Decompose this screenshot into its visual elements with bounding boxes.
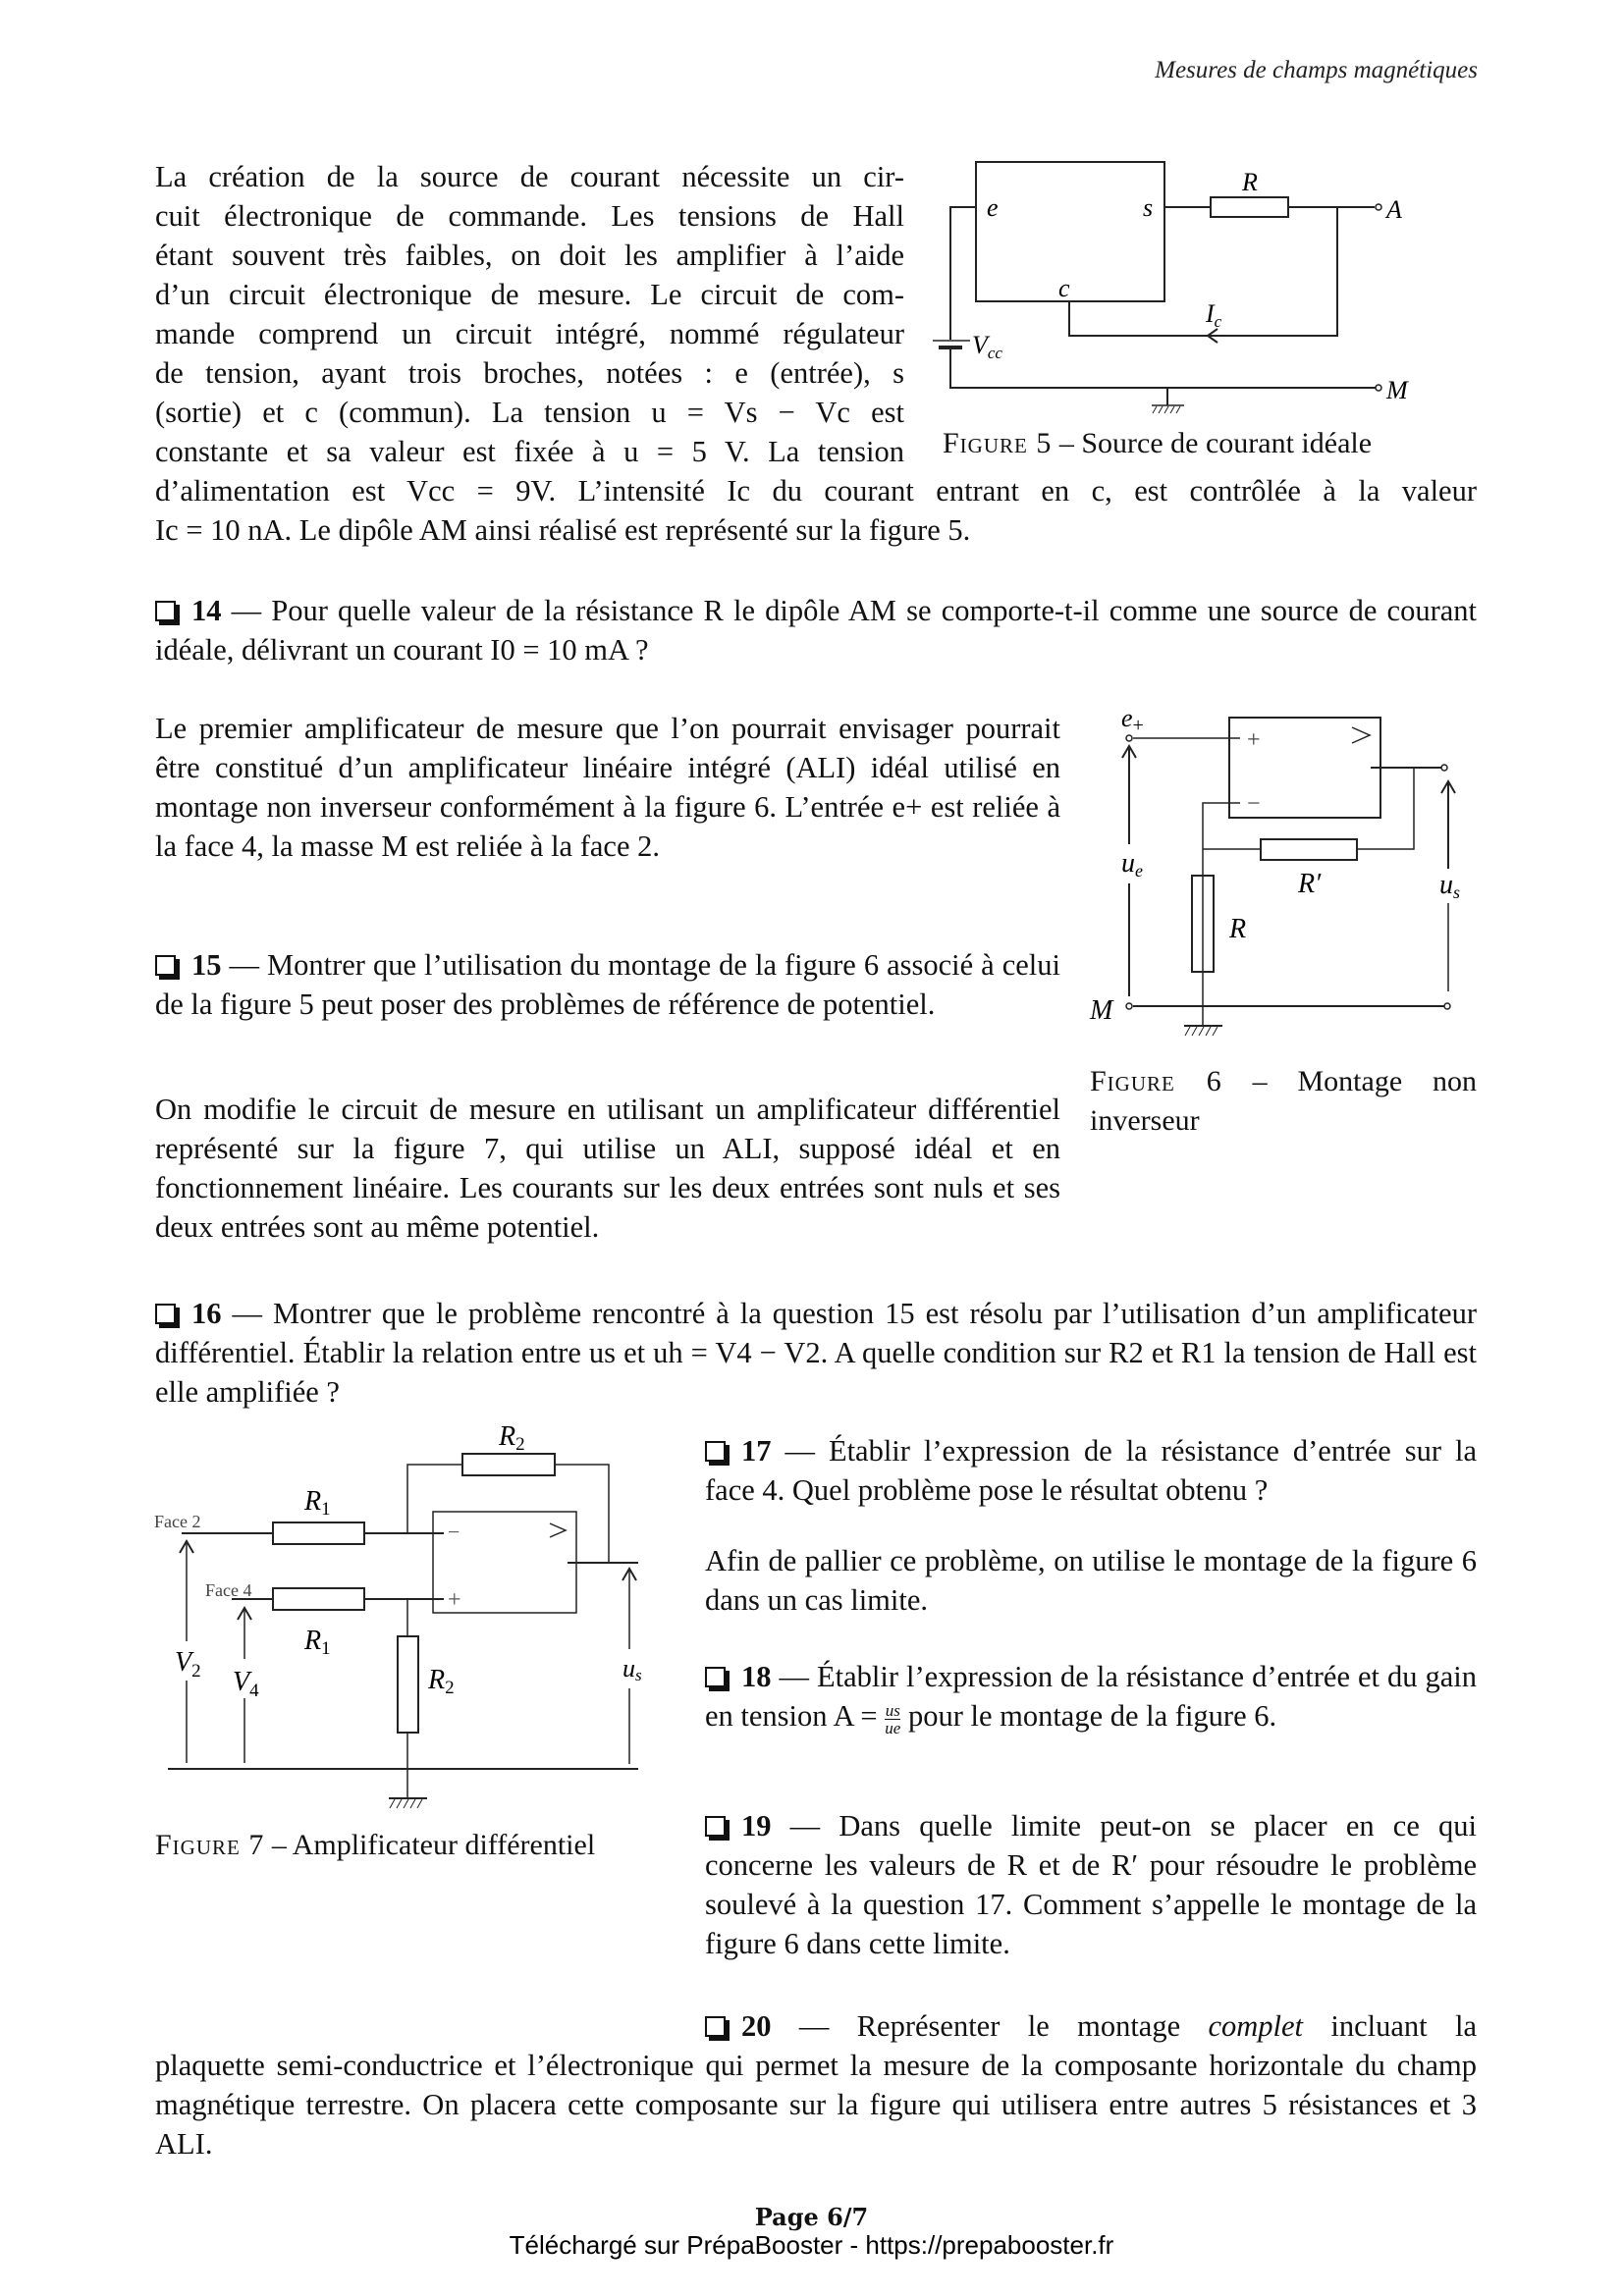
resistor-R1-top [273,1522,364,1544]
intro-line: constante et sa valeur est fixée à u = 5 V. La tension [155,435,904,468]
terminal-us-bottom [1444,1003,1450,1009]
label-M: M [1386,376,1408,404]
intro-continuation [155,471,1477,550]
running-header: Mesures de champs magnétiques [1155,57,1478,83]
label-e: e [987,193,999,222]
resistor-R-prime [1261,839,1357,860]
gain-fraction: $\frac{us}{ue}$ [885,1700,901,1737]
question-16: 16 — Montrer que le problème rencontré à la question 15 est résolu par l’utilisation d’un amplificateur différentiel. Établir la relation entre us et uh = V4 − V2. A quelle condition sur R2 et R1 la tension de Hall est elle amplifiée ? [155,1297,1477,1409]
label-R: R [1242,168,1258,196]
terminal-us-top [1441,765,1447,771]
figure-5-diagram [933,147,1502,432]
label-minus: − [1247,791,1261,817]
checkbox-icon[interactable] [705,2016,726,2037]
label-c: c [1058,274,1070,302]
label-R2-bottom: R2 [428,1665,455,1698]
label-A: A [1386,195,1402,224]
question-19: 19 — Dans quelle limite peut-on se placer en ce qui concerne les valeurs de R et de R′ pour résoudre le problème soulevé à la question 17. Comment s’appelle le montage de la figure 6 dans cette limite. [705,1809,1478,1960]
intro-line: de tension, ayant trois broches, notées : e (entrée), s [155,356,904,390]
terminal-M [1126,1003,1132,1009]
resistor-R2-top [462,1454,555,1475]
label-us: us [1439,870,1461,902]
intro-line: étant souvent très faibles, on doit les amplifier à l’aide [155,239,904,272]
paragraph-pallier: Afin de pallier ce problème, on utilise le montage de la figure 6 dans un cas limite. [705,1544,1477,1617]
figure-7-caption: Figure 7 – Amplificateur différentiel [155,1829,596,1861]
label-V2: $V_2$ [175,1647,201,1682]
question-15: 15 — Montrer que l’utilisation du montage de la figure 6 associé à celui de la figure 5 peut poser des problèmes de référence de potentiel. [155,948,1060,1021]
checkbox-icon[interactable] [705,1441,726,1462]
label-minus: − [448,1520,460,1544]
label-e-plus: e+ [1121,704,1144,736]
label-R-prime: R′ [1298,869,1322,899]
label-ue: ue [1121,848,1143,881]
figure-7-diagram [147,1414,687,1816]
label-R2-top: R2 [499,1421,525,1455]
intro-line: d’un circuit électronique de mesure. Le circuit de com- [155,278,904,311]
checkbox-icon[interactable] [155,955,176,976]
label-s: s [1143,193,1154,222]
regulator-block [976,162,1164,301]
figure-6-diagram [1080,697,1492,1050]
intro-line: Ic = 10 nA. Le dipôle AM ainsi réalisé est représenté sur la figure 5. [155,513,971,547]
checkbox-icon[interactable] [155,1304,176,1324]
checkbox-icon[interactable] [155,601,176,621]
page-number: Page 6/7 [754,2203,869,2231]
download-notice: Téléchargé sur PrépaBooster - https://prepabooster.fr [509,2230,1114,2260]
label-R: R [1229,914,1247,944]
label-R1-top: R1 [304,1486,331,1520]
intro-line: mande comprend un circuit intégré, nommé régulateur [155,317,904,350]
label-Ic: Ic [1206,299,1222,331]
question-14: 14 — Pour quelle valeur de la résistance R le dipôle AM se comporte-t-il comme une source de courant idéale, délivrant un courant I0 = 10 mA ? [155,594,1478,667]
label-Vcc: Vcc [972,331,1002,362]
figure-5-caption: Figure 5 – Source de courant idéale [943,427,1373,459]
terminal-e-plus [1126,735,1132,741]
label-V4: $V_4$ [233,1667,259,1701]
resistor-R2-bottom [398,1636,418,1733]
label-M: M [1090,995,1113,1026]
intro-line: La création de la source de courant nécessite un cir- [155,160,904,193]
terminal-A [1376,204,1381,210]
label-R1-bottom: R1 [304,1626,331,1659]
resistor-R [1211,197,1288,217]
resistor-R1-bottom [273,1588,364,1610]
label-plus: + [1247,727,1261,753]
label-face-2: Face 2 [154,1512,201,1531]
question-20-rest: plaquette semi-conductrice et l’électronique qui permet la mesure de la composante horizontale du champ magnétique terrestre. On placera cette composante sur la figure qui utilisera entre autres 5 résistances et 3 ALI. [155,2049,1477,2161]
label-face-4: Face 4 [205,1580,252,1600]
label-us: us [622,1654,642,1684]
paragraph-ali: Le premier amplificateur de mesure que l’on pourrait envisager pourrait être constitué d’un amplificateur linéaire intégré (ALI) idéal utilisé en montage non inverseur conformément à la figure 6. L’entrée e+ est reliée à la face 4, la masse M est reliée à la face 2. [155,712,1060,863]
intro-line: cuit électronique de commande. Les tensions de Hall [155,199,904,233]
question-18: 18 — Établir l’expression de la résistance d’entrée et du gain en tension A = $\frac{us}{ue}$ pour le montage de la figure 6. [705,1660,1477,1737]
intro-line: (sortie) et c (commun). La tension u = Vs − Vc est [155,396,904,429]
question-17: 17 — Établir l’expression de la résistance d’entrée sur la face 4. Quel problème pose le résultat obtenu ? [705,1434,1477,1507]
figure-6-caption: Figure 6 – Montage non inverseur [1090,1065,1478,1137]
label-plus: + [448,1587,461,1613]
intro-line: d’alimentation est Vcc = 9V. L’intensité Ic du courant entrant en c, est contrôlée à la valeur [155,474,1477,507]
checkbox-icon[interactable] [705,1816,726,1837]
checkbox-icon[interactable] [705,1667,726,1687]
terminal-M [1376,385,1381,391]
question-20-first-line: 20 — Représenter le montage complet incluant la [705,2006,1477,2046]
paragraph-differential: On modifie le circuit de mesure en utilisant un amplificateur différentiel représenté sur la figure 7, qui utilise un ALI, supposé idéal et en fonctionnement linéaire. Les courants sur les deux entrées sont nuls et ses deux entrées sont au même potentiel. [155,1093,1060,1244]
intro-paragraph [155,157,904,471]
